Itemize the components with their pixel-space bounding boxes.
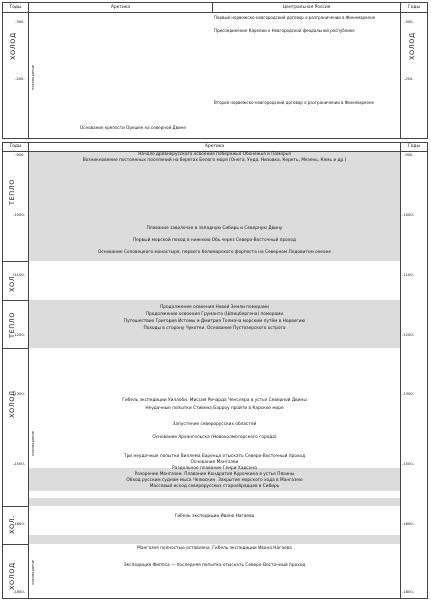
year-marker: -300- xyxy=(15,20,25,24)
period-label-cold-right: ХОЛОД xyxy=(408,32,416,60)
years-col-divider-right xyxy=(400,2,401,138)
period-sublabel-cooling: похолодание xyxy=(31,65,35,90)
header-years-left: Годы xyxy=(9,5,22,10)
period-divider xyxy=(2,544,29,545)
year-marker: -1100- xyxy=(13,273,26,277)
period-label-cold: ХОЛОД xyxy=(8,562,16,590)
header-divider xyxy=(2,12,428,13)
event-text: Путешествие Григория Истомы и Дмитрия Толмача морским путём в Норвегию xyxy=(123,319,306,324)
period-label-cold: ХОЛОД xyxy=(9,32,17,60)
period-label-cold: ХОЛ. xyxy=(8,515,16,534)
event-text: Плавание заволочан в западную Сибирь и Северную Двину xyxy=(146,226,283,231)
period-label-cold: ХОЛОД xyxy=(8,390,16,418)
years-col-divider-right xyxy=(400,142,401,598)
table-border-top xyxy=(2,142,428,143)
header-years-left: Годы xyxy=(9,144,22,149)
years-col-divider-left xyxy=(28,2,29,138)
event-text: Основание Архангельска (Новохолмогорского города) xyxy=(152,435,277,440)
years-col-divider-left xyxy=(28,142,29,598)
year-marker: -200- xyxy=(15,77,25,81)
table-border-left xyxy=(2,2,3,138)
period-sublabel-cooling: похолодание xyxy=(31,560,35,585)
header-arctic: Арктика xyxy=(110,5,131,10)
year-marker: -200- xyxy=(404,77,414,81)
period-sublabel-cooling: похолодание xyxy=(31,431,35,456)
event-text: Продолжение освоения Новой Земли поморами xyxy=(160,305,269,310)
event-text: Обход русским судном мыса Челюскин. Закрытие морского хода в Мангазею xyxy=(126,478,303,483)
event-text: Начало древнерусского освоения побережья Обонежья и Поморья xyxy=(138,152,291,157)
year-marker: -1800- xyxy=(13,590,26,594)
year-marker: -1100- xyxy=(402,273,415,277)
table-border-right xyxy=(427,2,428,138)
table-border-bottom xyxy=(2,138,428,139)
year-marker: -1800- xyxy=(402,590,415,594)
year-marker: -1500- xyxy=(402,462,415,466)
warm-period-band xyxy=(29,535,400,544)
event-text: Основание Соловецкого монастыря, первого беломорского форпоста на Северном Ледовитом океане xyxy=(97,250,332,255)
event-text: Массовый исход северорусских старообрядцев в Сибирь xyxy=(149,484,280,489)
event-text: Три неудачные попытки Виллема Баренца отыскать Северо-Восточный проход xyxy=(123,454,306,459)
event-text: Возникновение постоянных поселений на берегах Белого моря (Онега, Унда, Низовка, Кереть, Мезень, Кемь и др.) xyxy=(82,158,347,163)
event-text: Походы в сторону Чукотки. Основание Пустозерского острога xyxy=(143,326,286,331)
year-marker: -1000- xyxy=(13,213,26,217)
period-divider xyxy=(2,348,29,349)
period-divider xyxy=(2,506,29,507)
year-marker: -1500- xyxy=(13,462,26,466)
event-text: Основание Мангазеи xyxy=(190,460,239,465)
header-years-right: Годы xyxy=(408,144,420,149)
header-arctic: Арктика xyxy=(204,144,225,149)
event-text: Мангазея полностью оставлена. Гибель экспедиции Ивана Нагаева xyxy=(137,546,292,551)
year-marker: -1300- xyxy=(402,392,415,396)
period-divider xyxy=(2,261,29,262)
event-text: Разорение Мангазеи. Плавание Кондратия Курочкина в устье Пясины xyxy=(134,472,295,477)
period-label-warm: ТЕПЛО xyxy=(8,312,16,338)
year-marker: -1200- xyxy=(402,333,415,337)
year-marker: -1600- xyxy=(13,522,26,526)
year-marker: -1300- xyxy=(13,392,26,396)
year-marker: -900- xyxy=(15,153,25,157)
event-text: Основание крепости Орешек на северной Двине xyxy=(80,125,186,130)
table-border-right xyxy=(427,142,428,598)
period-label-warm: ТЕПЛО xyxy=(8,179,16,205)
event-text: Продолжение освоения Груманта (Шпицбергена) поморами xyxy=(145,312,284,317)
year-marker: -300- xyxy=(404,20,414,24)
event-text: Запустение северорусских областей xyxy=(172,422,257,427)
table-border-top xyxy=(2,2,428,3)
year-marker: -1600- xyxy=(402,522,415,526)
period-label-cold: ХОЛ. xyxy=(8,273,16,292)
period-divider xyxy=(2,300,29,301)
event-text: Неудачные попытки Стивена Барроу пройти в Карское море xyxy=(145,406,284,411)
warm-period-band xyxy=(29,498,400,506)
year-marker: -1000- xyxy=(402,213,415,217)
table-border-left xyxy=(2,142,3,598)
table-border-bottom xyxy=(2,598,428,599)
header-years-right: Годы xyxy=(408,5,420,10)
event-text: Присоединение Карелии к Новгородской феодальной республике xyxy=(214,28,355,33)
warm-period-band xyxy=(29,152,400,261)
event-text: Гибель экспедиции Ивана Нагаева xyxy=(174,514,255,519)
event-text: Экспедиция Фиппса — последняя попытка отыскать Северо-Восточный проход xyxy=(123,563,306,568)
event-text: Второй норвежско-новгородский договор о разграничении в Финнмаркене xyxy=(214,100,375,105)
header-central-russia: Центральная Россия xyxy=(282,5,331,10)
year-marker: -1200- xyxy=(13,333,26,337)
event-text: Гибель экспедиции Уиллоби. Миссия Ричарда Ченслера в устье Северной Двины xyxy=(122,398,307,403)
event-text: Раздельное плавание Генри Хадсона xyxy=(172,466,257,471)
year-marker: -900- xyxy=(404,153,414,157)
event-text: Первый норвежско-новгородский договор о разграничении в Финнмаркене xyxy=(214,15,376,20)
event-text: Первый морской поход в нижнюю Обь через Северо-Восточный проход xyxy=(133,238,296,243)
